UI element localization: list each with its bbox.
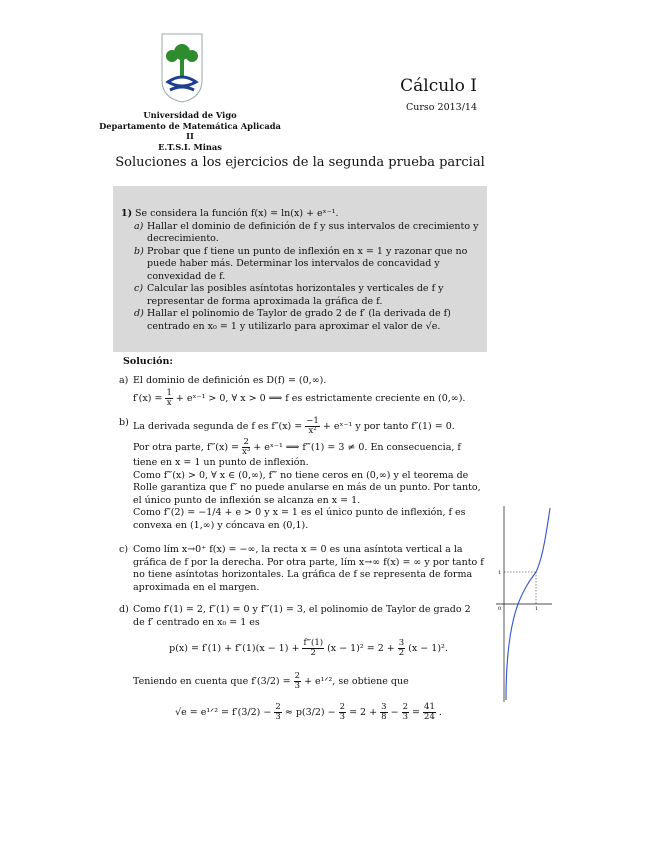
problem-item: b) Probar que f tiene un punto de inflexión en x = 1 y razonar que no puede haber más. Determinar los intervalos de concavidad y convexidad de f.	[134, 245, 468, 282]
course-block	[380, 76, 477, 113]
university-logo	[158, 32, 206, 104]
course-title: Cálculo I	[400, 76, 477, 96]
part-d-text: Como f′(1) = 2, f″(1) = 0 y f‴(1) = 3, el polinomio de Taylor de grado 2 de f′ centrado en x₀ = 1 es	[133, 604, 471, 628]
university-name: Universidad de Vigo	[143, 110, 237, 120]
part-a-line1: El dominio de definición es D(f) = (0,∞).	[133, 374, 327, 386]
solution-part-a: a) El dominio de definición es D(f) = (0,∞). f′(x) = $\frac{1}{x}$ + eˣ⁻¹ > 0, ∀ x > 0 ⟹ f es estrictamente creciente en (0,∞).	[119, 375, 484, 409]
problem-box	[113, 186, 487, 352]
problem-item: a) Hallar el dominio de definición de f y sus intervalos de crecimiento y decrecimiento.	[134, 220, 479, 244]
problem-number: 1)	[121, 208, 133, 219]
problem-item: c) Calcular las posibles asíntotas horizontales y verticales de f y representar de forma aproximada la gráfica de f.	[134, 283, 444, 307]
solution-part-b: b) La derivada segunda de f es f″(x) = $\frac{-1}{\text{x²}}$ + eˣ⁻¹ y por tanto f″(1) = 0. Por otra parte, f‴(x) = $\frac{2}{\text{x³}}$ + eˣ⁻¹ ⟹ f‴(1) = 3 ≠ 0. En consecuencia, f tiene en x = 1 un punto de inflexión. Como f‴(x) > 0, ∀ x ∈ (0,∞), f‴ no tiene ceros en (0,∞) y el teorema de Rolle garantiza que f″ no puede anularse en más de un punto. Por tanto, el único punto de inflexión se alcanza en x = 1. Como f″(2) = −1/4 + e > 0 y x = 1 es el único punto de inflexión, f es convexa en (1,∞) y cóncava en (0,1).	[119, 417, 484, 532]
solution-section	[119, 356, 484, 737]
problem-item: d) Hallar el polinomio de Taylor de grado 2 de f′ (la derivada de f) centrado en x₀ = 1 y utilizarlo para aproximar el valor de √e.	[134, 308, 451, 332]
document-title: Soluciones a los ejercicios de la segunda prueba parcial	[115, 155, 485, 170]
problem-statement: Se considera la función f(x) = ln(x) + eˣ⁻¹.	[135, 208, 339, 219]
part-b-para2: Como f‴(x) > 0, ∀ x ∈ (0,∞), f‴ no tiene ceros en (0,∞) y el teorema de Rolle garantiza que f″ no puede anularse en más de un punto. Por tanto, el único punto de inflexión se alcanza en x = 1.	[133, 469, 481, 506]
fraction: $\frac{1}{x}$	[166, 388, 172, 408]
x-tick-label: 1	[535, 606, 539, 612]
y-tick-label: 1	[498, 570, 502, 576]
fraction: $\frac{-1}{\text{x²}}$	[306, 416, 319, 436]
taylor-formula: p(x) = f′(1) + f″(1)(x − 1) + $\frac{f‴(1)}{2}$ (x − 1)² = 2 + $\frac{3}{2}$ (x − 1)².	[169, 638, 448, 658]
part-c-text: Como lím x→0⁺ f(x) = −∞, la recta x = 0 es una asíntota vertical a la gráfica de f por la derecha. Por otra parte, lím x→∞ f(x) = ∞ y por tanto f no tiene asíntotas horizontales. La gráfica de f se representa de forma aproximada en el margen.	[133, 544, 484, 593]
final-approximation: √e = e¹ᐟ² = f′(3/2) − $\frac{2}{3}$ ≈ p(3/2) − $\frac{2}{3}$ = 2 + $\frac{3}{8}$ − $\frac{2}{3}$ = $\frac{41}{24}$ .	[175, 702, 442, 722]
fraction: $\frac{2}{3}$	[294, 671, 301, 691]
origin-label: 0	[498, 606, 502, 612]
solution-heading: Solución:	[123, 356, 173, 367]
school-name: E.T.S.I. Minas	[158, 141, 222, 152]
solution-part-d: d) Como f′(1) = 2, f″(1) = 0 y f‴(1) = 3, el polinomio de Taylor de grado 2 de f′ centrado en x₀ = 1 es p(x) = f′(1) + f″(1)(x − 1) + $\frac{f‴(1)}{2}$ (x − 1)² = 2 + $\frac{3}{2}$ (x − 1)². Teniendo en cuenta que f′(3/2) = $\frac{2}{3}$ + e¹ᐟ², se obtiene que √e = e¹ᐟ² = f′(3/2) − $\frac{2}{3}$ ≈ p(3/2) − $\frac{2}{3}$ = 2 + $\frac{3}{8}$ − $\frac{2}{3}$ = $\frac{41}{24}$ .	[119, 604, 484, 728]
course-year: Curso 2013/14	[405, 102, 477, 113]
part-b-para3: Como f″(2) = −1/4 + e > 0 y x = 1 es el único punto de inflexión, f es convexa en (1,∞) y cóncava en (0,1).	[133, 507, 466, 531]
fraction: $\frac{2}{\text{x³}}$	[242, 437, 251, 457]
institution-block	[95, 110, 285, 152]
solution-part-c: c) Como lím x→0⁺ f(x) = −∞, la recta x = 0 es una asíntota vertical a la gráfica de f por la derecha. Por otra parte, lím x→∞ f(x) = ∞ y por tanto f no tiene asíntotas horizontales. La gráfica de f se representa de forma aproximada en el margen.	[119, 544, 484, 593]
department-name: Departamento de Matemática Aplicada II	[99, 120, 281, 141]
function-graph	[492, 506, 552, 702]
